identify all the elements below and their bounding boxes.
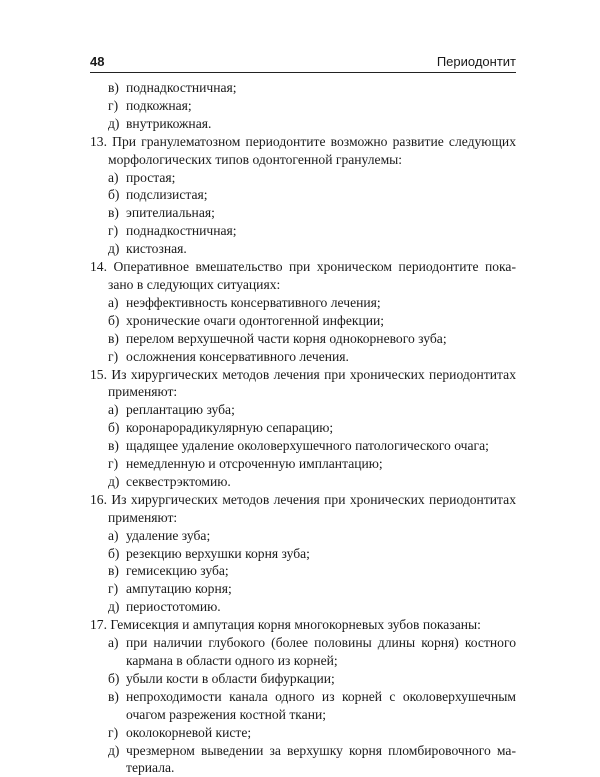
question-15: 15. Из хирургических методов лечения при хронических периодонтитах (90, 366, 516, 382)
list-item: г) околокорневой кисте; (108, 724, 252, 740)
question-16: 16. Из хирургических методов лечения при хронических периодонтитах (90, 491, 516, 507)
question-13: 13. При гранулематозном периодонтите возможно развитие следующих (90, 133, 516, 149)
list-item: б) хронические очаги одонтогенной инфекции; (108, 312, 385, 328)
list-item: б) коронарорадикулярную сепарацию; (108, 420, 334, 436)
list-item-cont: териала. (126, 760, 175, 776)
list-item: д) внутрикожная. (108, 115, 212, 131)
list-item-cont: кармана в области одного из корней; (126, 653, 338, 668)
list-item-cont: очагом разрежения костной ткани; (126, 706, 327, 722)
list-item: б) убыли кости в области бифуркации; (108, 670, 335, 686)
list-item: в) щадящее удаление околоверхушечного патологического очага; (108, 438, 489, 454)
list-item: г) ампутацию корня; (108, 581, 232, 597)
list-item: б) подслизистая; (108, 187, 208, 203)
question-13-cont: морфологических типов одонтогенной гранулемы: (108, 151, 403, 167)
list-item: в) непроходимости канала одного из корней с околоверхушечным (108, 688, 516, 704)
list-item: а) реплантацию зуба; (108, 402, 235, 418)
list-item: г) подкожная; (108, 97, 192, 113)
list-item: в) перелом верхушечной части корня однокорневого зуба; (108, 330, 447, 346)
list-item: а) при наличии глубокого (более половины длины корня) костного (108, 635, 516, 651)
list-item: г) немедленную и отсроченную имплантацию; (108, 456, 383, 472)
page-body (90, 79, 516, 777)
list-item: а) простая; (108, 169, 176, 185)
list-item: д) чрезмерном выведении за верхушку корня пломбировочного ма- (108, 742, 516, 758)
list-item: в) эпителиальная; (108, 205, 215, 221)
question-14-cont: зано в следующих ситуациях: (108, 276, 281, 292)
question-16-cont: применяют: (108, 509, 178, 525)
page-header (90, 54, 516, 69)
list-item: а) неэффективность консервативного лечения; (108, 294, 381, 310)
list-item: в) поднадкостничная; (108, 80, 237, 95)
question-14: 14. Оперативное вмешательство при хроническом периодонтите пока- (90, 259, 516, 275)
header-rule (90, 72, 516, 73)
question-15-cont: применяют: (108, 384, 178, 400)
list-item: д) периостотомию. (108, 599, 221, 615)
list-item: д) секвестрэктомию. (108, 473, 231, 489)
list-item: б) резекцию верхушки корня зуба; (108, 545, 310, 561)
list-item: г) поднадкостничная; (108, 223, 237, 239)
list-item: в) гемисекцию зуба; (108, 563, 229, 579)
list-item: а) удаление зуба; (108, 527, 211, 543)
page-number: 48 (90, 54, 105, 69)
list-item: д) кистозная. (108, 241, 187, 257)
running-title: Периодонтит (436, 54, 516, 69)
list-item: г) осложнения консервативного лечения. (108, 348, 349, 364)
question-17: 17. Гемисекция и ампутация корня многокорневых зубов показаны: (90, 617, 481, 633)
